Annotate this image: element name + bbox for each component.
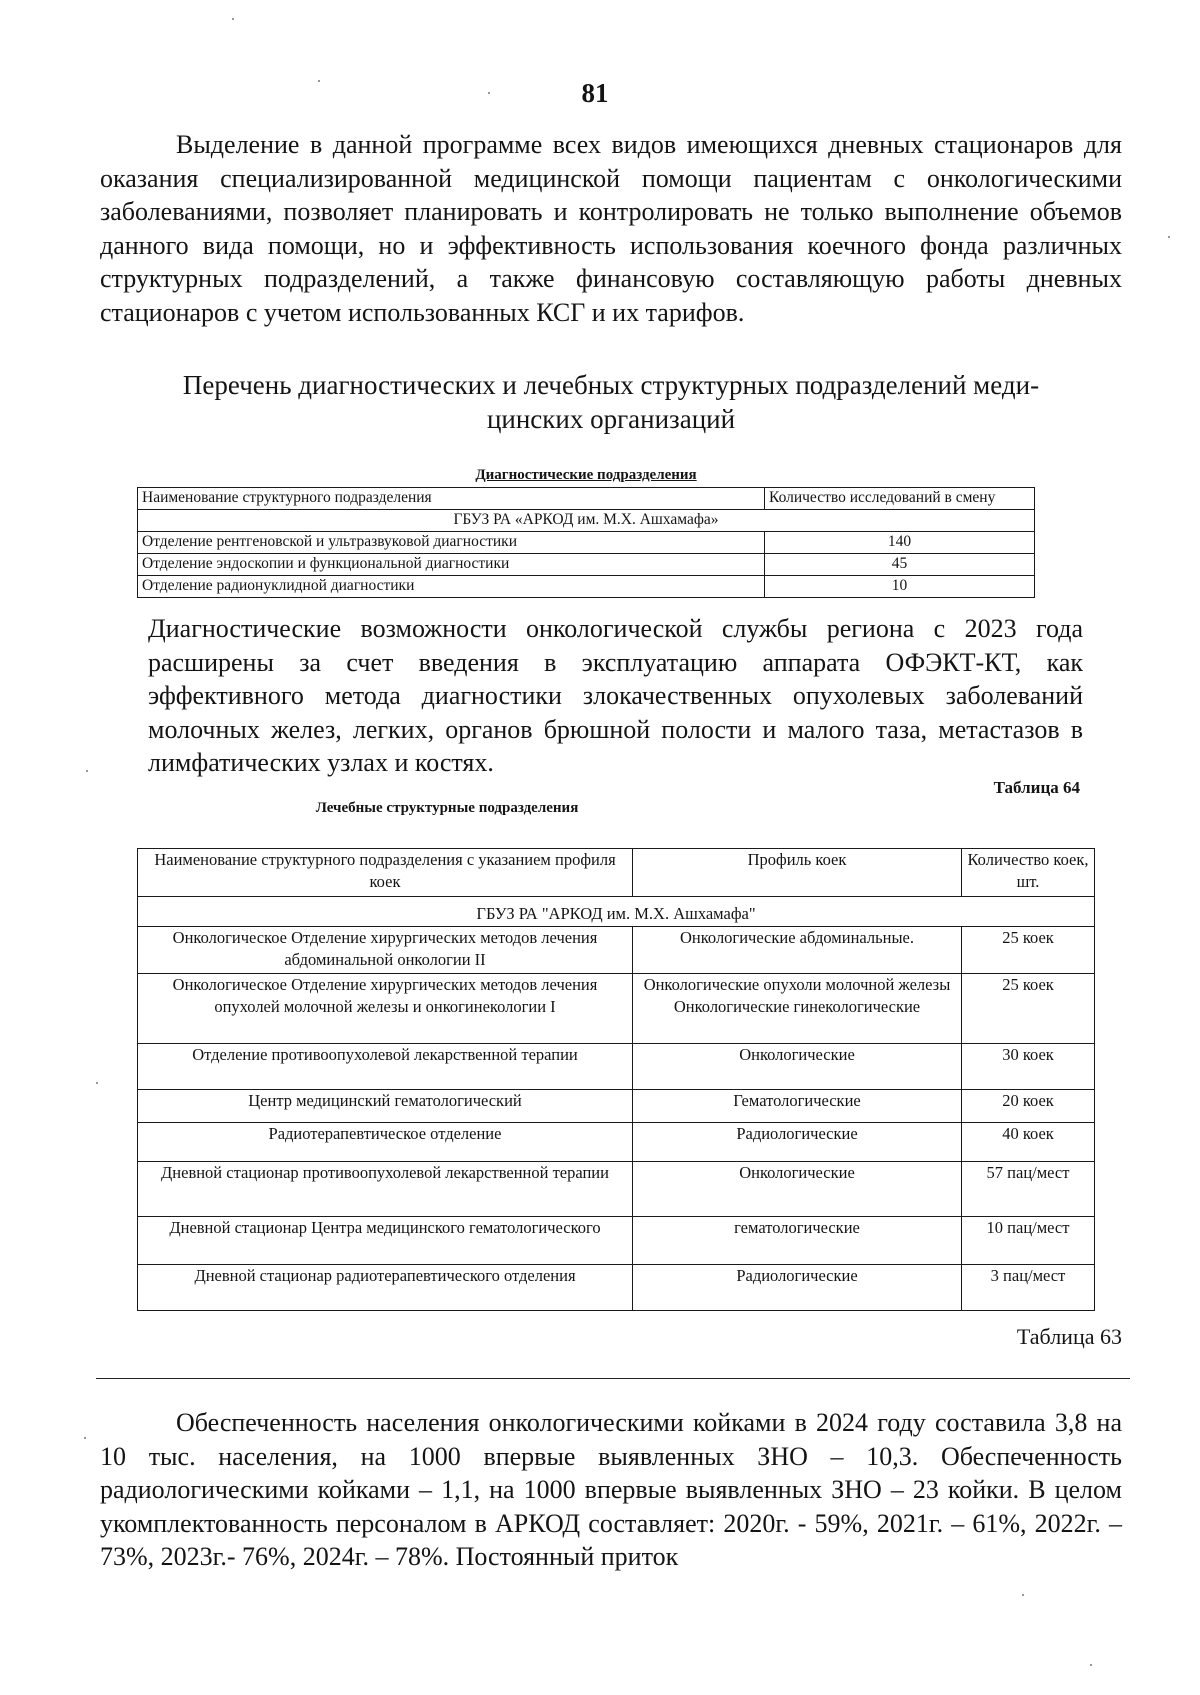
section-divider (96, 1378, 1130, 1379)
row-name: Отделение рентгеновской и ультразвуковой диагностики (138, 532, 765, 554)
row-name: Отделение радионуклидной диагностики (138, 576, 765, 598)
table-63-label: Таблица 63 (1016, 1324, 1122, 1349)
col-header-beds: Количество коек, шт. (962, 849, 1095, 897)
row-count: 140 (765, 532, 1035, 554)
page-number: 81 (581, 78, 609, 108)
table-row (138, 1265, 1095, 1311)
row-beds: 25 коек (962, 974, 1095, 1044)
row-profile: Радиологические (633, 1265, 962, 1311)
row-name: Радиотерапевтическое отделение (138, 1123, 633, 1162)
treatment-table (137, 848, 1095, 1311)
table-row (138, 1217, 1095, 1265)
col-header-count: Количество исследований в смену (765, 488, 1035, 510)
org-name: ГБУЗ РА «АРКОД им. М.Х. Ашхамафа» (138, 510, 1035, 532)
section-heading-line1: Перечень диагностических и лечебных структурных подразделений меди- (182, 370, 1040, 400)
col-header-name: Наименование структурного подразделения с указанием профиля коек (138, 849, 633, 897)
row-name: Дневной стационар радиотерапевтического отделения (138, 1265, 633, 1311)
table-row (138, 927, 1095, 974)
row-beds: 30 коек (962, 1044, 1095, 1090)
scan-speck (86, 770, 88, 772)
table-header-row (138, 488, 1035, 510)
scan-speck (1022, 1594, 1024, 1596)
statistics-paragraph: Обеспеченность населения онкологическими койками в 2024 году составила 3,8 на 10 тыс. населения, на 1000 впервые выявленных ЗНО – 10,3. Обеспеченность радиологическими койками – 1,1, на 1000 впервые выявленных ЗНО – 23 койки. В целом укомплектованность персоналом в АРКОД составляет: 2020г. - 59%, 2021г. – 61%, 2022г. – 73%, 2023г.- 76%, 2024г. – 78%. Постоянный приток (100, 1408, 1122, 1571)
diagnostic-table-title: Диагностические подразделения (475, 467, 697, 483)
row-beds: 40 коек (962, 1123, 1095, 1162)
row-profile: Онкологические (633, 1044, 962, 1090)
row-beds: 20 коек (962, 1090, 1095, 1123)
row-profile: гематологические (633, 1217, 962, 1265)
table-row (138, 974, 1095, 1044)
section-heading (100, 368, 1122, 436)
row-name: Центр медицинский гематологический (138, 1090, 633, 1123)
row-name: Онкологическое Отделение хирургических методов лечения опухолей молочной железы и онкогинекологии I (138, 974, 633, 1044)
row-count: 45 (765, 554, 1035, 576)
row-name: Отделение эндоскопии и функциональной диагностики (138, 554, 765, 576)
table-row (138, 532, 1035, 554)
table-org-row (138, 510, 1035, 532)
row-name: Отделение противоопухолевой лекарственной терапии (138, 1044, 633, 1090)
row-name: Онкологическое Отделение хирургических методов лечения абдоминальной онкологии II (138, 927, 633, 974)
table-64-label: Таблица 64 (993, 778, 1080, 797)
diagnostic-paragraph: Диагностические возможности онкологической службы региона с 2023 года расширены за счет введения в эксплуатацию аппарата ОФЭКТ-КТ, как эффективного метода диагностики злокачественных опухолевых заболеваний молочных желез, легких, органов брюшной полости и малого таза, метастазов в лимфатических узлах и костях. (148, 614, 1083, 777)
diagnostic-table (137, 487, 1035, 598)
section-heading-line2: цинских организаций (486, 404, 736, 434)
scan-speck (232, 18, 234, 20)
table-org-row (138, 897, 1095, 927)
scan-speck (96, 1082, 98, 1084)
row-name: Дневной стационар Центра медицинского гематологического (138, 1217, 633, 1265)
col-header-name: Наименование структурного подразделения (138, 488, 765, 510)
scan-speck (1168, 236, 1170, 238)
row-profile: Онкологические (633, 1162, 962, 1217)
table-row (138, 576, 1035, 598)
row-count: 10 (765, 576, 1035, 598)
table-row (138, 1044, 1095, 1090)
row-name: Дневной стационар противоопухолевой лекарственной терапии (138, 1162, 633, 1217)
row-beds: 25 коек (962, 927, 1095, 974)
table-header-row (138, 849, 1095, 897)
scan-speck (84, 1437, 86, 1439)
row-beds: 3 пац/мест (962, 1265, 1095, 1311)
scan-speck (318, 80, 320, 82)
org-name: ГБУЗ РА "АРКОД им. М.Х. Ашхамафа" (138, 897, 1095, 927)
treatment-table-title: Лечебные структурные подразделения (315, 800, 579, 816)
col-header-profile: Профиль коек (633, 849, 962, 897)
row-profile: Онкологические абдоминальные. (633, 927, 962, 974)
row-profile: Онкологические опухоли молочной железы Онкологические гинекологические (633, 974, 962, 1044)
row-beds: 10 пац/мест (962, 1217, 1095, 1265)
row-beds: 57 пац/мест (962, 1162, 1095, 1217)
table-row (138, 554, 1035, 576)
table-row (138, 1123, 1095, 1162)
scan-speck (488, 92, 490, 94)
intro-paragraph: Выделение в данной программе всех видов имеющихся дневных стационаров для оказания специализированной медицинской помощи пациентам с онкологическими заболеваниями, позволяет планировать и контролировать не только выполнение объемов данного вида помощи, но и эффективность использования коечного фонда различных структурных подразделений, а также финансовую составляющую работы дневных стационаров с учетом использованных КСГ и их тарифов. (100, 130, 1122, 327)
row-profile: Радиологические (633, 1123, 962, 1162)
row-profile: Гематологические (633, 1090, 962, 1123)
table-row (138, 1090, 1095, 1123)
scan-speck (1090, 1664, 1092, 1666)
table-row (138, 1162, 1095, 1217)
